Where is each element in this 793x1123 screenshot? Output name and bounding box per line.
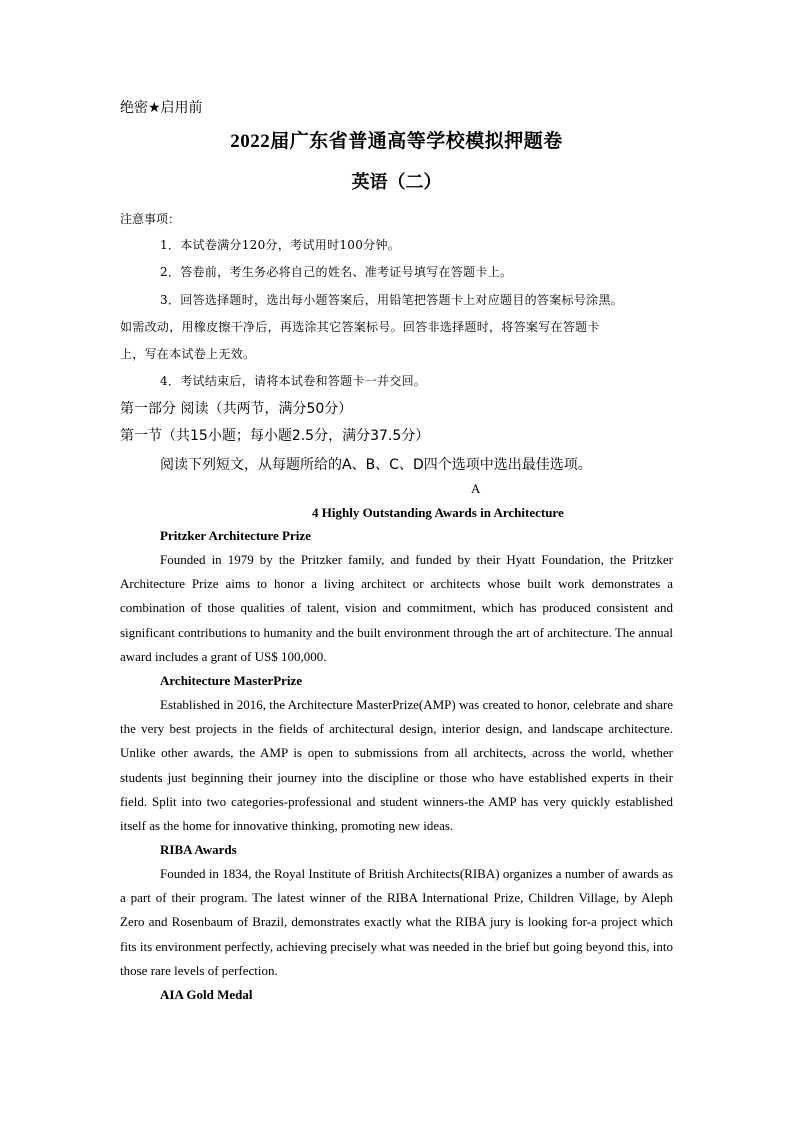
award-text-riba: Founded in 1834, the Royal Institute of British Architects(RIBA) organizes a number of awards as a part of their program. The latest winner of the RIBA International Prize, Children Village, by Aleph Zero and Rosenbaum of Brazil, demonstrates exactly what the RIBA jury is looking for-a project which fits its environment perfectly, achieving precisely what was needed in the brief but going beyond this, into those rare levels of perfection. — [120, 866, 673, 978]
part-heading: 第一部分 阅读（共两节，满分50分） — [120, 401, 353, 417]
notice-item-3: 3．回答选择题时，选出每小题答案后，用铅笔把答题卡上对应题目的答案标号涂黑。 — [160, 293, 624, 307]
exam-subtitle: 英语（二） — [351, 172, 442, 192]
award-text-amp: Established in 2016, the Architecture MasterPrize(AMP) was created to honor, celebrate and share the very best projects in the fields of architectural design, interior design, and landscape architecture. Unlike other awards, the AMP is open to submissions from all architects, across the world, whether students just beginning their journey into the discipline or those who have established experts in their field. Split into two categories-professional and student winners-the AMP has very quickly established itself as the home for innovative thinking, promoting new ideas. — [120, 697, 673, 834]
notice-heading: 注意事项： — [120, 212, 181, 226]
reading-instruction: 阅读下列短文，从每题所给的A、B、C、D四个选项中选出最佳选项。 — [160, 457, 592, 473]
award-heading-aia: AIA Gold Medal — [160, 987, 253, 1002]
exam-title: 2022届广东省普通高等学校模拟押题卷 — [230, 131, 563, 152]
notice-item-1: 1．本试卷满分120分，考试用时100分钟。 — [160, 238, 401, 252]
passage-letter: A — [471, 481, 481, 496]
notice-item-4: 4．考试结束后，请将本试卷和答题卡一并交回。 — [160, 374, 427, 388]
secret-mark: 绝密★启用前 — [120, 100, 203, 116]
notice-item-3-cont: 如需改动，用橡皮擦干净后，再选涂其它答案标号。回答非选择题时，将答案写在答题卡 — [120, 320, 600, 334]
notice-item-3-end: 上，写在本试卷上无效。 — [120, 347, 256, 361]
notice-item-2: 2．答卷前，考生务必将自己的姓名、准考证号填写在答题卡上。 — [160, 265, 513, 279]
award-heading-riba: RIBA Awards — [160, 842, 237, 857]
award-text-pritzker: Founded in 1979 by the Pritzker family, and funded by their Hyatt Foundation, the Pritzker Architecture Prize aims to honor a living architect or architects whose built work demonstrates a combination of those qualities of talent, vision and commitment, which has produced consistent and significant contributions to humanity and the built environment through the art of architecture. The annual award includes a grant of US$ 100,000. — [120, 552, 673, 664]
award-heading-amp: Architecture MasterPrize — [160, 673, 303, 688]
section-heading: 第一节（共15小题；每小题2.5分，满分37.5分） — [120, 428, 430, 444]
award-heading-pritzker: Pritzker Architecture Prize — [160, 528, 311, 543]
passage-title: 4 Highly Outstanding Awards in Architecture — [312, 505, 564, 520]
